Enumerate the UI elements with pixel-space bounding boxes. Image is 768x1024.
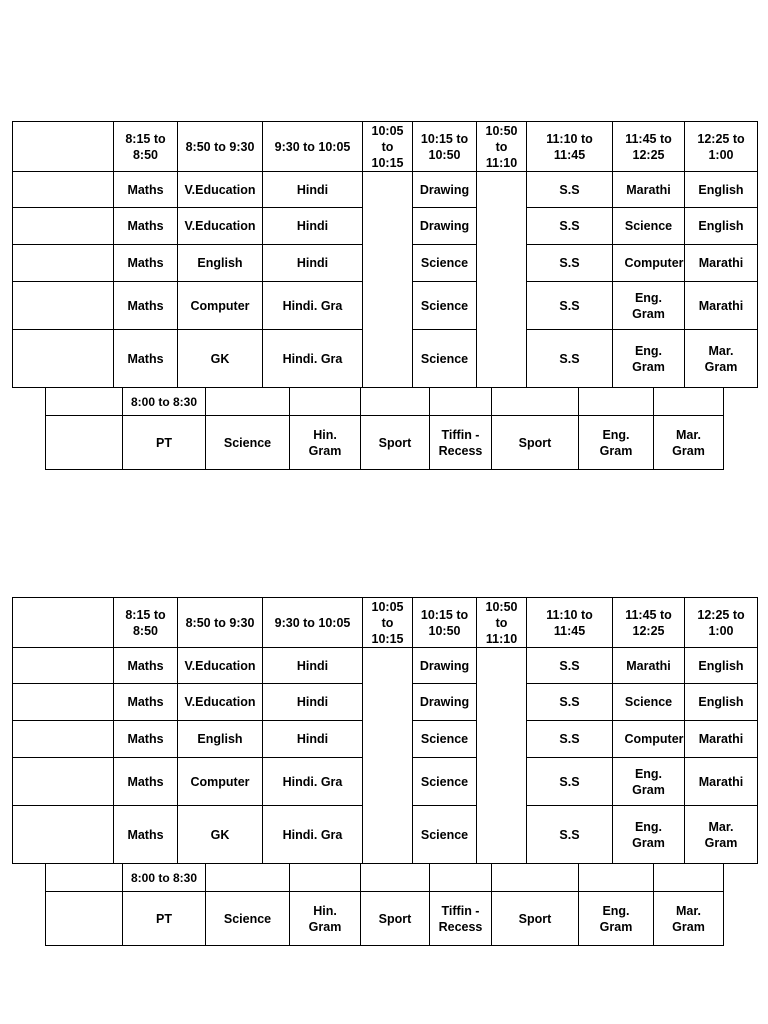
period-time-header bbox=[685, 122, 758, 172]
subject-cell-text: Hindi bbox=[296, 256, 329, 270]
subject-cell bbox=[263, 721, 363, 758]
saturday-time-cell-text: 8:00 to 8:30 bbox=[130, 870, 198, 885]
table-row bbox=[13, 648, 758, 684]
subject-cell bbox=[263, 245, 363, 282]
day-label-cell bbox=[13, 806, 114, 864]
header-row bbox=[13, 598, 758, 648]
subject-cell-text: Hin. Gram bbox=[308, 427, 342, 458]
subject-cell-text: Computer bbox=[624, 256, 684, 270]
subject-cell-text: Science bbox=[420, 298, 469, 313]
empty-cell bbox=[290, 388, 361, 416]
period-time-header-text: 8:50 to 9:30 bbox=[185, 615, 255, 630]
subject-cell-text: S.S bbox=[559, 351, 580, 366]
weekday-timetable bbox=[12, 597, 758, 864]
empty-cell bbox=[206, 864, 290, 892]
subject-cell-text: PT bbox=[156, 911, 172, 926]
subject-cell bbox=[263, 648, 363, 684]
subject-cell-text: V.Education bbox=[184, 695, 256, 709]
day-label-cell bbox=[46, 892, 123, 946]
subject-cell bbox=[263, 758, 363, 806]
subject-cell bbox=[123, 892, 206, 946]
subject-cell-text: V.Education bbox=[184, 219, 256, 233]
empty-cell bbox=[361, 388, 430, 416]
period-time-header bbox=[477, 122, 527, 172]
subject-cell bbox=[206, 416, 290, 470]
subject-cell bbox=[654, 416, 724, 470]
subject-cell bbox=[413, 806, 477, 864]
subject-cell bbox=[178, 758, 263, 806]
subject-cell bbox=[527, 330, 613, 388]
subject-cell bbox=[527, 172, 613, 208]
subject-cell bbox=[685, 684, 758, 721]
subject-cell-text: Hindi. Gra bbox=[282, 827, 343, 842]
subject-cell-text: Eng. Gram bbox=[599, 903, 633, 934]
subject-cell-text: S.S bbox=[559, 774, 580, 789]
saturday-subject-row bbox=[46, 892, 724, 946]
empty-cell bbox=[361, 864, 430, 892]
subject-cell bbox=[178, 172, 263, 208]
subject-cell bbox=[178, 208, 263, 245]
subject-cell-text: Mar. Gram bbox=[704, 819, 738, 850]
subject-cell-text: Marathi bbox=[698, 774, 744, 789]
subject-cell-text: Science bbox=[624, 219, 673, 233]
subject-cell-text: Science bbox=[420, 351, 469, 366]
subject-cell bbox=[613, 648, 685, 684]
subject-cell bbox=[492, 892, 579, 946]
period-time-header-text: 12:25 to 1:00 bbox=[697, 131, 745, 162]
subject-cell-text: V.Education bbox=[184, 182, 256, 197]
empty-cell bbox=[579, 388, 654, 416]
subject-cell bbox=[263, 172, 363, 208]
subject-cell bbox=[685, 806, 758, 864]
period-time-header bbox=[477, 598, 527, 648]
subject-cell bbox=[685, 330, 758, 388]
subject-cell bbox=[178, 282, 263, 330]
day-label-cell bbox=[13, 330, 114, 388]
subject-cell-text: English bbox=[698, 695, 744, 709]
subject-cell-text: Maths bbox=[127, 695, 164, 709]
subject-cell-text: Drawing bbox=[419, 182, 470, 197]
subject-cell-text: Science bbox=[624, 695, 673, 709]
day-label-cell bbox=[13, 208, 114, 245]
day-label-cell bbox=[46, 388, 123, 416]
subject-cell-text: Drawing bbox=[419, 219, 470, 233]
subject-cell bbox=[114, 330, 178, 388]
subject-cell-text: S.S bbox=[559, 298, 580, 313]
day-label-cell bbox=[46, 864, 123, 892]
subject-cell-text: Marathi bbox=[626, 658, 671, 673]
subject-cell bbox=[114, 684, 178, 721]
subject-cell-text: Sport bbox=[518, 435, 552, 450]
subject-cell bbox=[527, 282, 613, 330]
saturday-time-row bbox=[46, 864, 724, 892]
subject-cell bbox=[413, 648, 477, 684]
subject-cell-text: Hindi bbox=[296, 219, 329, 233]
subject-cell bbox=[206, 892, 290, 946]
subject-cell-text: English bbox=[698, 182, 744, 197]
subject-cell bbox=[114, 245, 178, 282]
subject-cell bbox=[413, 758, 477, 806]
subject-cell-text: English bbox=[698, 219, 744, 233]
subject-cell bbox=[492, 416, 579, 470]
period-time-header-text: 8:15 to 8:50 bbox=[125, 131, 166, 162]
period-time-header-text: 10:15 to 10:50 bbox=[420, 607, 469, 638]
subject-cell-text: Hindi bbox=[296, 658, 329, 673]
subject-cell bbox=[527, 758, 613, 806]
subject-cell bbox=[685, 648, 758, 684]
empty-cell bbox=[654, 388, 724, 416]
subject-cell-text: Hindi. Gra bbox=[282, 774, 343, 789]
subject-cell-text: GK bbox=[210, 827, 230, 842]
subject-cell bbox=[123, 416, 206, 470]
subject-cell bbox=[685, 721, 758, 758]
subject-cell bbox=[613, 330, 685, 388]
subject-cell bbox=[263, 684, 363, 721]
period-time-header-text: 9:30 to 10:05 bbox=[274, 615, 351, 630]
subject-cell-text: Computer bbox=[190, 774, 250, 789]
timetable-block bbox=[0, 597, 768, 957]
subject-cell bbox=[263, 330, 363, 388]
period-time-header bbox=[263, 122, 363, 172]
period-time-header-text: 9:30 to 10:05 bbox=[274, 139, 351, 154]
subject-cell bbox=[263, 208, 363, 245]
subject-cell bbox=[178, 721, 263, 758]
period-time-header-text: 11:10 to 11:45 bbox=[546, 131, 593, 162]
subject-cell bbox=[430, 892, 492, 946]
period-time-header-text: 12:25 to 1:00 bbox=[697, 607, 745, 638]
saturday-time-row bbox=[46, 388, 724, 416]
period-time-header-text: 10:50 to 11:10 bbox=[485, 123, 518, 170]
subject-cell bbox=[685, 208, 758, 245]
subject-cell-text: Marathi bbox=[626, 182, 671, 197]
subject-cell-text: Maths bbox=[127, 351, 164, 366]
subject-cell-text: S.S bbox=[559, 695, 580, 709]
subject-cell bbox=[613, 172, 685, 208]
subject-cell bbox=[613, 208, 685, 245]
empty-cell bbox=[654, 864, 724, 892]
subject-cell bbox=[413, 172, 477, 208]
saturday-timetable bbox=[45, 387, 724, 470]
subject-cell bbox=[290, 892, 361, 946]
subject-cell-text: S.S bbox=[559, 256, 580, 270]
subject-cell bbox=[114, 282, 178, 330]
weekday-timetable bbox=[12, 121, 758, 388]
subject-cell bbox=[178, 330, 263, 388]
subject-cell bbox=[413, 208, 477, 245]
subject-cell bbox=[178, 684, 263, 721]
subject-cell-text: Eng. Gram bbox=[632, 290, 665, 321]
subject-cell-text: Science bbox=[223, 435, 272, 450]
day-label-cell bbox=[13, 598, 114, 648]
subject-cell bbox=[579, 416, 654, 470]
day-label-cell bbox=[13, 282, 114, 330]
period-time-header bbox=[363, 598, 413, 648]
subject-cell bbox=[430, 416, 492, 470]
subject-cell bbox=[685, 172, 758, 208]
subject-cell bbox=[527, 245, 613, 282]
subject-cell-text: Maths bbox=[127, 827, 164, 842]
recess-cell bbox=[477, 648, 527, 864]
day-label-cell bbox=[13, 758, 114, 806]
subject-cell bbox=[413, 282, 477, 330]
subject-cell bbox=[613, 758, 685, 806]
day-label-cell bbox=[13, 648, 114, 684]
subject-cell-text: Eng. Gram bbox=[632, 766, 665, 797]
subject-cell bbox=[114, 172, 178, 208]
subject-cell-text: Maths bbox=[127, 732, 164, 746]
subject-cell bbox=[178, 245, 263, 282]
header-row bbox=[13, 122, 758, 172]
day-label-cell bbox=[13, 684, 114, 721]
empty-cell bbox=[430, 864, 492, 892]
subject-cell bbox=[361, 416, 430, 470]
subject-cell-text: Computer bbox=[624, 732, 684, 746]
day-label-cell bbox=[13, 721, 114, 758]
subject-cell bbox=[613, 245, 685, 282]
empty-cell bbox=[492, 388, 579, 416]
empty-cell bbox=[290, 864, 361, 892]
subject-cell-text: Maths bbox=[127, 182, 164, 197]
subject-cell bbox=[413, 721, 477, 758]
period-time-header-text: 8:15 to 8:50 bbox=[125, 607, 166, 638]
subject-cell bbox=[654, 892, 724, 946]
subject-cell-text: Drawing bbox=[419, 695, 470, 709]
subject-cell bbox=[613, 282, 685, 330]
subject-cell-text: Maths bbox=[127, 219, 164, 233]
period-time-header-text: 10:05 to 10:15 bbox=[371, 123, 404, 170]
day-label-cell bbox=[13, 172, 114, 208]
subject-cell bbox=[178, 648, 263, 684]
subject-cell bbox=[527, 721, 613, 758]
subject-cell-text: Hindi. Gra bbox=[282, 351, 343, 366]
period-time-header-text: 11:45 to 12:25 bbox=[625, 607, 672, 638]
subject-cell bbox=[527, 806, 613, 864]
subject-cell-text: Science bbox=[420, 774, 469, 789]
period-time-header bbox=[527, 122, 613, 172]
subject-cell bbox=[114, 721, 178, 758]
subject-cell-text: S.S bbox=[559, 732, 580, 746]
subject-cell-text: Computer bbox=[190, 298, 250, 313]
saturday-timetable bbox=[45, 863, 724, 946]
day-label-cell bbox=[13, 122, 114, 172]
period-time-header-text: 10:05 to 10:15 bbox=[371, 599, 404, 646]
period-time-header-text: 8:50 to 9:30 bbox=[185, 139, 255, 154]
saturday-time-cell-text: 8:00 to 8:30 bbox=[130, 394, 198, 409]
saturday-subject-row bbox=[46, 416, 724, 470]
subject-cell-text: Sport bbox=[518, 911, 552, 926]
saturday-time-cell bbox=[123, 864, 206, 892]
subject-cell-text: English bbox=[197, 256, 243, 270]
period-time-header-text: 10:15 to 10:50 bbox=[420, 131, 469, 162]
subject-cell bbox=[527, 648, 613, 684]
period-time-header-text: 11:10 to 11:45 bbox=[546, 607, 593, 638]
period-time-header bbox=[413, 598, 477, 648]
period-time-header bbox=[527, 598, 613, 648]
subject-cell-text: Marathi bbox=[698, 256, 744, 270]
subject-cell-text: Tiffin - Recess bbox=[438, 427, 483, 458]
subject-cell bbox=[263, 806, 363, 864]
timetable-block bbox=[0, 121, 768, 481]
period-time-header bbox=[114, 598, 178, 648]
subject-cell-text: Hindi. Gra bbox=[282, 298, 343, 313]
subject-cell-text: Maths bbox=[127, 774, 164, 789]
subject-cell-text: S.S bbox=[559, 219, 580, 233]
subject-cell-text: Eng. Gram bbox=[599, 427, 633, 458]
short-break-cell bbox=[363, 172, 413, 388]
subject-cell-text: English bbox=[197, 732, 243, 746]
subject-cell-text: Hindi bbox=[296, 182, 329, 197]
subject-cell-text: Mar. Gram bbox=[672, 427, 705, 458]
period-time-header bbox=[114, 122, 178, 172]
subject-cell bbox=[685, 282, 758, 330]
subject-cell bbox=[527, 208, 613, 245]
period-time-header-text: 11:45 to 12:25 bbox=[625, 131, 672, 162]
subject-cell bbox=[413, 684, 477, 721]
empty-cell bbox=[206, 388, 290, 416]
subject-cell-text: Maths bbox=[127, 298, 164, 313]
subject-cell-text: GK bbox=[210, 351, 230, 366]
subject-cell-text: Hindi bbox=[296, 695, 329, 709]
period-time-header bbox=[178, 122, 263, 172]
subject-cell-text: Mar. Gram bbox=[672, 903, 705, 934]
recess-cell bbox=[477, 172, 527, 388]
subject-cell-text: Tiffin - Recess bbox=[438, 903, 483, 934]
saturday-time-cell bbox=[123, 388, 206, 416]
subject-cell bbox=[290, 416, 361, 470]
subject-cell bbox=[613, 806, 685, 864]
subject-cell-text: Maths bbox=[127, 256, 164, 270]
subject-cell-text: PT bbox=[156, 435, 172, 450]
period-time-header bbox=[363, 122, 413, 172]
subject-cell-text: Mar. Gram bbox=[704, 343, 738, 374]
empty-cell bbox=[492, 864, 579, 892]
table-row bbox=[13, 172, 758, 208]
subject-cell-text: Maths bbox=[127, 658, 164, 673]
subject-cell-text: Sport bbox=[378, 435, 412, 450]
subject-cell bbox=[114, 758, 178, 806]
subject-cell-text: S.S bbox=[559, 827, 580, 842]
subject-cell bbox=[613, 684, 685, 721]
subject-cell-text: Hin. Gram bbox=[308, 903, 342, 934]
subject-cell bbox=[114, 208, 178, 245]
empty-cell bbox=[430, 388, 492, 416]
day-label-cell bbox=[46, 416, 123, 470]
subject-cell bbox=[361, 892, 430, 946]
subject-cell bbox=[413, 330, 477, 388]
subject-cell-text: Eng. Gram bbox=[632, 343, 665, 374]
subject-cell-text: Hindi bbox=[296, 732, 329, 746]
period-time-header bbox=[685, 598, 758, 648]
subject-cell bbox=[527, 684, 613, 721]
subject-cell-text: English bbox=[698, 658, 744, 673]
period-time-header bbox=[613, 122, 685, 172]
subject-cell bbox=[114, 806, 178, 864]
subject-cell bbox=[114, 648, 178, 684]
subject-cell-text: Marathi bbox=[698, 732, 744, 746]
subject-cell bbox=[178, 806, 263, 864]
subject-cell-text: V.Education bbox=[184, 658, 256, 673]
subject-cell bbox=[579, 892, 654, 946]
subject-cell-text: Science bbox=[420, 732, 469, 746]
subject-cell-text: S.S bbox=[559, 182, 580, 197]
day-label-cell bbox=[13, 245, 114, 282]
empty-cell bbox=[579, 864, 654, 892]
subject-cell bbox=[685, 758, 758, 806]
subject-cell-text: Eng. Gram bbox=[632, 819, 665, 850]
subject-cell bbox=[413, 245, 477, 282]
subject-cell-text: Sport bbox=[378, 911, 412, 926]
subject-cell bbox=[685, 245, 758, 282]
subject-cell-text: Science bbox=[420, 256, 469, 270]
subject-cell-text: Science bbox=[420, 827, 469, 842]
subject-cell-text: Drawing bbox=[419, 658, 470, 673]
period-time-header bbox=[413, 122, 477, 172]
period-time-header bbox=[263, 598, 363, 648]
period-time-header bbox=[178, 598, 263, 648]
subject-cell-text: Science bbox=[223, 911, 272, 926]
subject-cell bbox=[613, 721, 685, 758]
subject-cell-text: Marathi bbox=[698, 298, 744, 313]
subject-cell-text: S.S bbox=[559, 658, 580, 673]
period-time-header bbox=[613, 598, 685, 648]
subject-cell bbox=[263, 282, 363, 330]
period-time-header-text: 10:50 to 11:10 bbox=[485, 599, 518, 646]
short-break-cell bbox=[363, 648, 413, 864]
